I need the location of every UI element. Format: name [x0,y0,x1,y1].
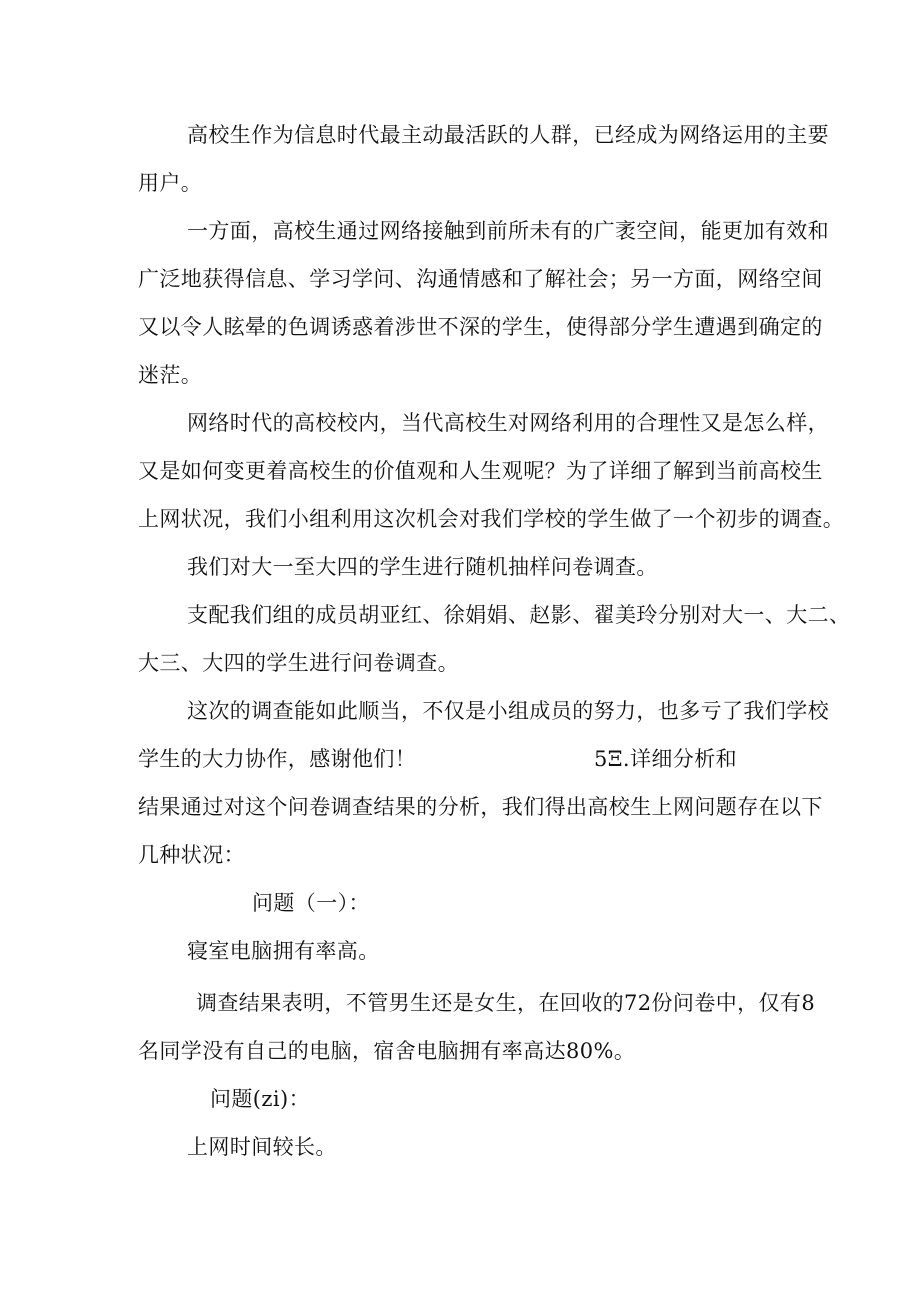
paragraph-1-line-2: 用户。 [138,171,203,195]
paragraph-3-line-1: 网络时代的高校校内，当代高校生对网络利用的合理性又是怎么样， [187,411,829,435]
problem-2-title: 上网时间较长。 [187,1135,337,1159]
paragraph-4-line-1: 我们对大一至大四的学生进行随机抽样问卷调查。 [187,555,658,579]
problem-1-heading: 问题（一）： [252,891,370,915]
paragraph-5-line-1: 支配我们组的成员胡亚红、徐娟娟、赵影、翟美玲分别对大一、大二、 [187,603,851,627]
paragraph-7-line-2: 几种状况： [138,843,245,867]
paragraph-8-line-1: 调查结果表明，不管男生还是女生，在回收的72份问卷中，仅有8 [196,991,816,1015]
paragraph-3-line-3: 上网状况，我们小组利用这次机会对我们学校的学生做了一个初步的调查。 [138,507,845,531]
paragraph-2-line-3: 又以令人眩晕的色调诱惑着涉世不深的学生，使得部分学生遭遇到确定的 [138,315,823,339]
paragraph-1-line-1: 高校生作为信息时代最主动最活跃的人群，已经成为网络运用的主要 [187,123,829,147]
paragraph-5-line-2: 大三、大四的学生进行问卷调查。 [138,651,459,675]
paragraph-7-line-1: 结果通过对这个问卷调查结果的分析，我们得出高校生上网问题存在以下 [138,795,823,819]
problem-2-heading: 问题(zi)： [210,1087,310,1111]
paragraph-8-line-2: 名同学没有自己的电脑，宿舍电脑拥有率高达80%。 [138,1039,636,1063]
problem-1-title: 寝室电脑拥有率高。 [187,939,380,963]
paragraph-6-line-2: 学生的大力协作，感谢他们！ [138,747,417,771]
paragraph-6-line-1: 这次的调查能如此顺当，不仅是小组成员的努力，也多亏了我们学校 [187,699,829,723]
paragraph-2-line-1: 一方面，高校生通过网络接触到前所未有的广袤空间，能更加有效和 [187,219,829,243]
paragraph-3-line-2: 又是如何变更着高校生的价值观和人生观呢？为了详细了解到当前高校生 [138,459,823,483]
section-heading-analysis: 5Ξ.详细分析和 [594,747,738,771]
paragraph-2-line-4: 迷茫。 [138,363,203,387]
paragraph-2-line-2: 广泛地获得信息、学习学问、沟通情感和了解社会；另一方面，网络空间 [138,267,823,291]
